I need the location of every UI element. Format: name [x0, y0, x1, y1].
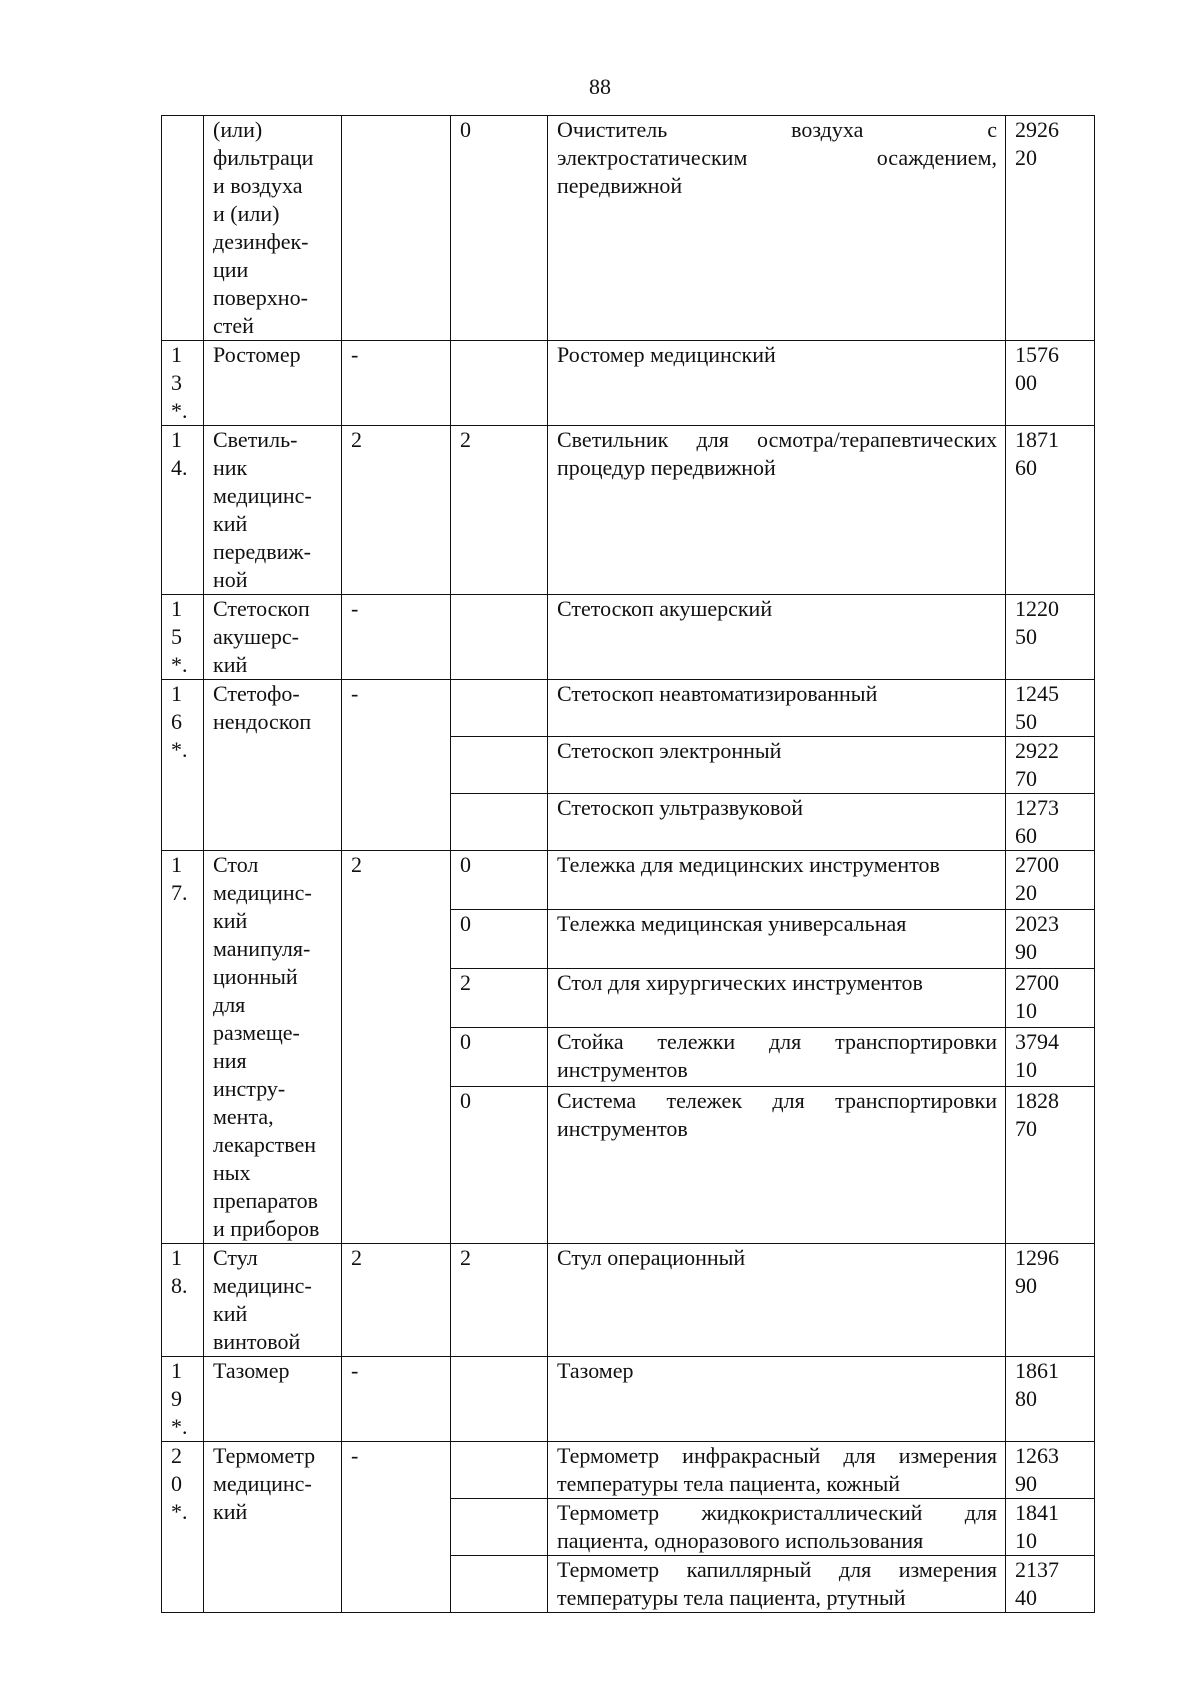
equipment-name-cell: Стетоскоп акушерс- кий	[204, 595, 342, 680]
quantity-cell: 2	[342, 1244, 451, 1357]
code-cell	[1006, 595, 1095, 680]
table-row	[162, 341, 1095, 426]
equipment-name-cell: Термометр медицинс- кий	[204, 1442, 342, 1613]
row-number-part: 6	[171, 709, 182, 734]
row-number-cell	[162, 595, 204, 680]
description-line: процедур передвижной	[557, 455, 776, 480]
sub-quantity-cell	[451, 680, 548, 737]
description-line: Система тележек для транспортировки	[557, 1087, 997, 1113]
equipment-type-cell	[548, 1357, 1006, 1442]
row-number-part: 1	[171, 1358, 182, 1383]
row-number-part: *.	[171, 1499, 188, 1524]
quantity-cell: -	[342, 680, 451, 851]
description-line: Светильник для осмотра/терапевтических	[557, 427, 997, 452]
quantity-cell: -	[342, 595, 451, 680]
row-number-part: 1	[171, 681, 182, 706]
code-part: 2926	[1015, 117, 1059, 142]
code-part: 90	[1015, 938, 1037, 964]
sub-quantity-cell: 2	[451, 426, 548, 595]
code-cell	[1006, 1244, 1095, 1357]
equipment-type-cell	[548, 794, 1006, 851]
table-row	[162, 851, 1095, 910]
quantity-cell: -	[342, 1357, 451, 1442]
table-row	[162, 1357, 1095, 1442]
row-number-part: 1	[171, 342, 182, 367]
equipment-name-cell: Стетофо- нендоскоп	[204, 680, 342, 851]
code-cell	[1006, 680, 1095, 737]
description-line: Тазомер	[557, 1358, 634, 1383]
equipment-name-cell: Стул медицинс- кий винтовой	[204, 1244, 342, 1357]
equipment-name-cell: Тазомер	[204, 1357, 342, 1442]
table-row	[162, 680, 1095, 737]
equipment-name-cell: Стол медицинс- кий манипуля- ционный для размеще- ния инстру- мента, лекарствен ных препаратов и приборов	[204, 851, 342, 1244]
quantity-cell: -	[342, 341, 451, 426]
sub-quantity-cell: 0	[451, 116, 548, 341]
row-number-part: 4.	[171, 455, 188, 480]
table-row	[162, 116, 1095, 341]
equipment-type-cell	[548, 426, 1006, 595]
code-part: 1245	[1015, 681, 1059, 706]
sub-quantity-cell: 0	[451, 1027, 548, 1086]
description-line: Очиститель воздуха с	[557, 117, 997, 142]
equipment-name-cell: Ростомер	[204, 341, 342, 426]
code-part: 60	[1015, 823, 1037, 848]
description-line: Термометр инфракрасный для измерения	[557, 1443, 997, 1468]
sub-quantity-cell	[451, 595, 548, 680]
code-cell	[1006, 968, 1095, 1027]
code-part: 60	[1015, 455, 1037, 480]
sub-quantity-cell	[451, 1442, 548, 1499]
sub-quantity-cell: 2	[451, 968, 548, 1027]
code-part: 80	[1015, 1386, 1037, 1411]
code-cell	[1006, 1357, 1095, 1442]
description-line: Тележка для медицинских инструментов	[557, 852, 940, 877]
code-part: 2023	[1015, 910, 1059, 936]
code-part: 1871	[1015, 427, 1059, 452]
row-number-cell	[162, 426, 204, 595]
description-line: Стойка тележки для транспортировки	[557, 1028, 997, 1054]
row-number-part: *.	[171, 1414, 188, 1439]
sub-quantity-cell	[451, 1357, 548, 1442]
code-part: 40	[1015, 1585, 1037, 1610]
code-part: 10	[1015, 1056, 1037, 1082]
code-part: 2922	[1015, 738, 1059, 763]
sub-quantity-cell: 2	[451, 1244, 548, 1357]
code-cell	[1006, 1556, 1095, 1613]
row-number-cell	[162, 851, 204, 1244]
code-cell	[1006, 1499, 1095, 1556]
equipment-type-cell	[548, 680, 1006, 737]
row-number-cell	[162, 116, 204, 341]
row-number-part: 5	[171, 624, 182, 649]
code-part: 1841	[1015, 1500, 1059, 1525]
quantity-cell: 2	[342, 426, 451, 595]
code-part: 3794	[1015, 1028, 1059, 1054]
code-part: 10	[1015, 997, 1037, 1023]
row-number-part: *.	[171, 398, 188, 423]
table-row	[162, 595, 1095, 680]
code-part: 2700	[1015, 852, 1059, 877]
row-number-part: 9	[171, 1386, 182, 1411]
description-line: передвижной	[557, 173, 683, 198]
equipment-type-cell	[548, 909, 1006, 968]
row-number-part: 3	[171, 370, 182, 395]
description-line: электростатическим осаждением,	[557, 145, 997, 170]
code-part: 1576	[1015, 342, 1059, 367]
code-cell	[1006, 116, 1095, 341]
quantity-cell: 2	[342, 851, 451, 1244]
row-number-part: 8.	[171, 1273, 188, 1298]
description-line: Стетоскоп акушерский	[557, 596, 773, 621]
equipment-type-cell	[548, 341, 1006, 426]
code-part: 50	[1015, 709, 1037, 734]
row-number-cell	[162, 341, 204, 426]
table-row	[162, 1442, 1095, 1499]
description-line: инструментов	[557, 1056, 688, 1082]
equipment-type-cell	[548, 595, 1006, 680]
code-cell	[1006, 1027, 1095, 1086]
code-part: 10	[1015, 1528, 1037, 1553]
row-number-part: 2	[171, 1443, 182, 1468]
description-line: температуры тела пациента, кожный	[557, 1471, 901, 1496]
code-cell	[1006, 909, 1095, 968]
equipment-type-cell	[548, 1086, 1006, 1243]
code-part: 90	[1015, 1273, 1037, 1298]
description-line: Стетоскоп ультразвуковой	[557, 795, 804, 820]
description-line: пациента, одноразового использования	[557, 1528, 924, 1553]
sub-quantity-cell: 0	[451, 909, 548, 968]
quantity-cell	[342, 116, 451, 341]
description-line: Стол для хирургических инструментов	[557, 969, 923, 995]
code-cell	[1006, 341, 1095, 426]
sub-quantity-cell	[451, 341, 548, 426]
description-line: Ростомер медицинский	[557, 342, 776, 367]
code-cell	[1006, 737, 1095, 794]
code-cell	[1006, 1086, 1095, 1243]
row-number-cell	[162, 1357, 204, 1442]
row-number-part: 1	[171, 596, 182, 621]
sub-quantity-cell	[451, 737, 548, 794]
code-part: 1273	[1015, 795, 1059, 820]
equipment-name-cell: Светиль- ник медицинс- кий передвиж- ной	[204, 426, 342, 595]
code-part: 1220	[1015, 596, 1059, 621]
equipment-type-cell	[548, 851, 1006, 910]
description-line: Тележка медицинская универсальная	[557, 910, 907, 936]
code-part: 70	[1015, 1115, 1037, 1141]
row-number-part: 1	[171, 427, 182, 452]
code-part: 1861	[1015, 1358, 1059, 1383]
equipment-type-cell	[548, 968, 1006, 1027]
code-part: 70	[1015, 766, 1037, 791]
code-cell	[1006, 1442, 1095, 1499]
table-row	[162, 1244, 1095, 1357]
description-line: Стул операционный	[557, 1245, 746, 1270]
equipment-type-cell	[548, 1556, 1006, 1613]
code-part: 00	[1015, 370, 1037, 395]
row-number-part: 0	[171, 1471, 182, 1496]
sub-quantity-cell: 0	[451, 851, 548, 910]
equipment-type-cell	[548, 1027, 1006, 1086]
code-part: 1828	[1015, 1087, 1059, 1113]
description-line: Термометр капиллярный для измерения	[557, 1557, 997, 1582]
code-cell	[1006, 794, 1095, 851]
quantity-cell: -	[342, 1442, 451, 1613]
code-part: 1263	[1015, 1443, 1059, 1468]
equipment-name-cell: (или) фильтраци и воздуха и (или) дезинфек- ции поверхно- стей	[204, 116, 342, 341]
description-line: Стетоскоп электронный	[557, 738, 782, 763]
row-number-cell	[162, 680, 204, 851]
code-part: 20	[1015, 880, 1037, 905]
code-part: 50	[1015, 624, 1037, 649]
code-part: 1296	[1015, 1245, 1059, 1270]
sub-quantity-cell	[451, 1556, 548, 1613]
code-cell	[1006, 851, 1095, 910]
equipment-type-cell	[548, 1442, 1006, 1499]
row-number-cell	[162, 1442, 204, 1613]
description-line: инструментов	[557, 1115, 688, 1141]
equipment-type-cell	[548, 1499, 1006, 1556]
row-number-part: *.	[171, 652, 188, 677]
equipment-table	[161, 115, 1095, 1613]
row-number-part: 1	[171, 852, 182, 877]
sub-quantity-cell	[451, 1499, 548, 1556]
code-part: 2137	[1015, 1557, 1059, 1582]
equipment-type-cell	[548, 737, 1006, 794]
row-number-cell	[162, 1244, 204, 1357]
table-row	[162, 426, 1095, 595]
row-number-part: 1	[171, 1245, 182, 1270]
description-line: Стетоскоп неавтоматизированный	[557, 681, 878, 706]
page-number: 88	[589, 74, 611, 99]
equipment-type-cell	[548, 1244, 1006, 1357]
sub-quantity-cell	[451, 794, 548, 851]
equipment-type-cell	[548, 116, 1006, 341]
description-line: температуры тела пациента, ртутный	[557, 1585, 906, 1610]
code-part: 2700	[1015, 969, 1059, 995]
sub-quantity-cell: 0	[451, 1086, 548, 1243]
code-part: 90	[1015, 1471, 1037, 1496]
code-cell	[1006, 426, 1095, 595]
row-number-part: 7.	[171, 880, 188, 905]
row-number-part: *.	[171, 737, 188, 762]
code-part: 20	[1015, 145, 1037, 170]
description-line: Термометр жидкокристаллический для	[557, 1500, 997, 1525]
